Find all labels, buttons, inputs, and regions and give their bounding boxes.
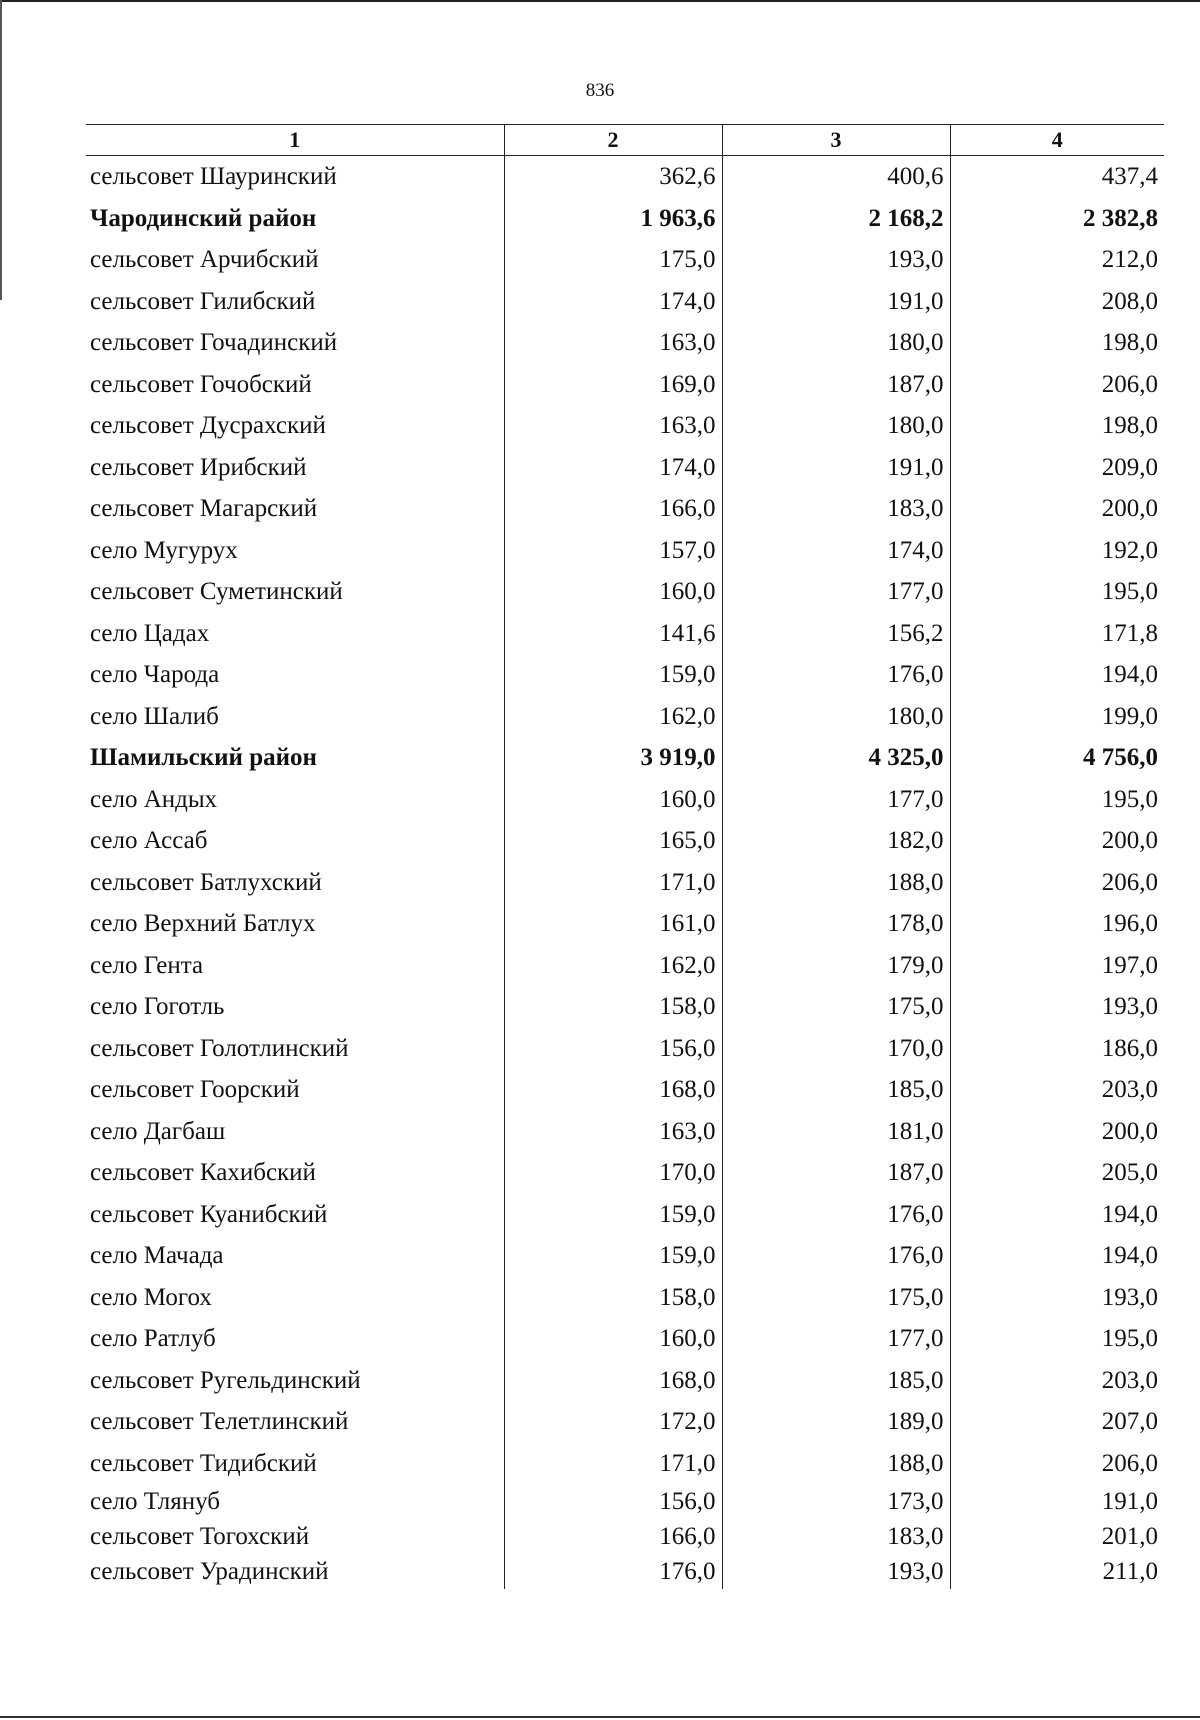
- row-name-cell: Чародинский район: [90, 204, 317, 232]
- row-name-cell: сельсовет Телетлинский: [90, 1408, 349, 1436]
- table-row: [86, 903, 1164, 945]
- data-table: [86, 124, 1164, 1589]
- table-body: [86, 156, 1164, 1590]
- row-value-col4: 198,0: [950, 405, 1164, 447]
- row-value-col2: 171,0: [504, 862, 722, 904]
- table-row: [86, 1277, 1164, 1319]
- row-name-cell: сельсовет Гоорский: [90, 1076, 300, 1104]
- row-name-cell: село Тлянуб: [90, 1488, 220, 1515]
- row-value-col2: 3 919,0: [504, 737, 722, 779]
- row-value-col3: 175,0: [722, 986, 950, 1028]
- row-name-cell: село Ассаб: [90, 827, 208, 855]
- row-value-col4: 208,0: [950, 281, 1164, 323]
- row-name-cell: сельсовет Батлухский: [90, 868, 322, 896]
- row-value-col3: 193,0: [722, 239, 950, 281]
- row-value-col2: 175,0: [504, 239, 722, 281]
- row-value-col2: 162,0: [504, 696, 722, 738]
- row-value-col4: 203,0: [950, 1360, 1164, 1402]
- row-value-col2: 141,6: [504, 613, 722, 655]
- table-row: [86, 322, 1164, 364]
- row-value-col3: 181,0: [722, 1111, 950, 1153]
- row-name-cell: село Дагбаш: [90, 1117, 226, 1145]
- row-value-col4: 197,0: [950, 945, 1164, 987]
- table-row: [86, 945, 1164, 987]
- row-value-col2: 165,0: [504, 820, 722, 862]
- row-value-col4: 203,0: [950, 1069, 1164, 1111]
- row-value-col2: 160,0: [504, 1318, 722, 1360]
- table-row: [86, 239, 1164, 281]
- row-value-col4: 211,0: [950, 1554, 1164, 1589]
- row-name-cell: село Андых: [90, 785, 218, 813]
- row-value-col3: 187,0: [722, 364, 950, 406]
- row-value-col3: 4 325,0: [722, 737, 950, 779]
- row-value-col3: 177,0: [722, 571, 950, 613]
- row-value-col3: 174,0: [722, 530, 950, 572]
- table-row: [86, 1554, 1164, 1589]
- row-name-cell: село Верхний Батлух: [90, 910, 316, 938]
- row-value-col3: 191,0: [722, 447, 950, 489]
- row-name-cell: село Мугурух: [90, 536, 238, 564]
- row-value-col2: 362,6: [504, 156, 722, 198]
- row-name-cell: сельсовет Гочобский: [90, 370, 312, 398]
- row-value-col3: 173,0: [722, 1484, 950, 1519]
- row-value-col4: 206,0: [950, 1443, 1164, 1485]
- row-value-col4: 193,0: [950, 1277, 1164, 1319]
- table-row: [86, 1194, 1164, 1236]
- row-value-col4: 191,0: [950, 1484, 1164, 1519]
- row-name-cell: сельсовет Тогохский: [90, 1523, 310, 1550]
- table-row: [86, 779, 1164, 821]
- row-value-col2: 168,0: [504, 1360, 722, 1402]
- row-value-col3: 180,0: [722, 322, 950, 364]
- row-value-col2: 172,0: [504, 1401, 722, 1443]
- row-name-cell: село Чарода: [90, 661, 220, 689]
- header-row: [86, 125, 1164, 156]
- row-value-col4: 4 756,0: [950, 737, 1164, 779]
- row-value-col3: 177,0: [722, 779, 950, 821]
- row-name-cell: сельсовет Голотлинский: [90, 1034, 349, 1062]
- row-value-col2: 174,0: [504, 447, 722, 489]
- row-name-cell: сельсовет Суметинский: [90, 578, 343, 606]
- row-value-col4: 195,0: [950, 1318, 1164, 1360]
- row-value-col3: 183,0: [722, 1519, 950, 1554]
- row-value-col4: 198,0: [950, 322, 1164, 364]
- row-value-col2: 1 963,6: [504, 198, 722, 240]
- row-value-col3: 188,0: [722, 1443, 950, 1485]
- row-value-col3: 180,0: [722, 696, 950, 738]
- district-row: [86, 737, 1164, 779]
- column-header-1: 1: [86, 125, 504, 156]
- column-header-3: 3: [722, 125, 950, 156]
- row-value-col2: 163,0: [504, 405, 722, 447]
- row-value-col3: 193,0: [722, 1554, 950, 1589]
- row-value-col2: 157,0: [504, 530, 722, 572]
- row-name-cell: сельсовет Кахибский: [90, 1159, 316, 1187]
- row-value-col3: 156,2: [722, 613, 950, 655]
- row-name-cell: сельсовет Дусрахский: [90, 412, 326, 440]
- row-value-col3: 182,0: [722, 820, 950, 862]
- row-value-col4: 206,0: [950, 862, 1164, 904]
- row-value-col3: 176,0: [722, 654, 950, 696]
- row-name-cell: сельсовет Шауринский: [90, 163, 337, 191]
- row-value-col2: 163,0: [504, 322, 722, 364]
- row-value-col4: 194,0: [950, 1194, 1164, 1236]
- row-value-col2: 158,0: [504, 1277, 722, 1319]
- column-header-4: 4: [950, 125, 1164, 156]
- row-value-col2: 171,0: [504, 1443, 722, 1485]
- row-value-col4: 171,8: [950, 613, 1164, 655]
- row-name-cell: Шамильский район: [90, 744, 317, 772]
- row-value-col2: 170,0: [504, 1152, 722, 1194]
- row-value-col3: 185,0: [722, 1069, 950, 1111]
- table-row: [86, 1360, 1164, 1402]
- row-name-cell: село Ратлуб: [90, 1325, 216, 1353]
- row-name-cell: сельсовет Ирибский: [90, 453, 307, 481]
- row-value-col3: 2 168,2: [722, 198, 950, 240]
- row-value-col2: 158,0: [504, 986, 722, 1028]
- column-header-2: 2: [504, 125, 722, 156]
- row-value-col4: 195,0: [950, 571, 1164, 613]
- row-value-col4: 201,0: [950, 1519, 1164, 1554]
- table-row: [86, 1484, 1164, 1519]
- table-row: [86, 1443, 1164, 1485]
- scan-edge-top: [0, 0, 1200, 2]
- table-row: [86, 405, 1164, 447]
- row-name-cell: село Гента: [90, 951, 204, 979]
- row-name-cell: село Цадах: [90, 619, 210, 647]
- row-name-cell: сельсовет Гочадинский: [90, 329, 338, 357]
- table-row: [86, 654, 1164, 696]
- row-value-col3: 180,0: [722, 405, 950, 447]
- row-name-cell: сельсовет Ругельдинский: [90, 1366, 361, 1394]
- row-name-cell: сельсовет Магарский: [90, 495, 318, 523]
- table-row: [86, 862, 1164, 904]
- table-row: [86, 364, 1164, 406]
- row-value-col4: 206,0: [950, 364, 1164, 406]
- scan-edge-bottom: [0, 1716, 1200, 1718]
- row-value-col3: 178,0: [722, 903, 950, 945]
- row-value-col2: 159,0: [504, 654, 722, 696]
- row-value-col2: 166,0: [504, 488, 722, 530]
- row-name-cell: сельсовет Гилибский: [90, 287, 316, 315]
- row-value-col3: 188,0: [722, 862, 950, 904]
- row-value-col3: 175,0: [722, 1277, 950, 1319]
- row-value-col3: 170,0: [722, 1028, 950, 1070]
- table-row: [86, 820, 1164, 862]
- row-value-col4: 196,0: [950, 903, 1164, 945]
- row-value-col3: 176,0: [722, 1194, 950, 1236]
- table-row: [86, 1235, 1164, 1277]
- table-row: [86, 530, 1164, 572]
- row-value-col2: 159,0: [504, 1194, 722, 1236]
- table-row: [86, 156, 1164, 198]
- table-row: [86, 447, 1164, 489]
- table-row: [86, 1028, 1164, 1070]
- row-value-col4: 212,0: [950, 239, 1164, 281]
- row-value-col2: 156,0: [504, 1028, 722, 1070]
- row-value-col2: 176,0: [504, 1554, 722, 1589]
- row-value-col2: 162,0: [504, 945, 722, 987]
- row-value-col4: 200,0: [950, 820, 1164, 862]
- row-name-cell: сельсовет Урадинский: [90, 1558, 329, 1585]
- row-value-col4: 200,0: [950, 488, 1164, 530]
- table-row: [86, 488, 1164, 530]
- row-name-cell: сельсовет Тидибский: [90, 1449, 317, 1477]
- table-row: [86, 1069, 1164, 1111]
- row-value-col3: 187,0: [722, 1152, 950, 1194]
- scan-edge-left: [0, 0, 2, 300]
- table-row: [86, 1152, 1164, 1194]
- row-value-col2: 169,0: [504, 364, 722, 406]
- row-value-col2: 161,0: [504, 903, 722, 945]
- row-value-col3: 189,0: [722, 1401, 950, 1443]
- table-row: [86, 613, 1164, 655]
- row-value-col2: 168,0: [504, 1069, 722, 1111]
- row-value-col2: 174,0: [504, 281, 722, 323]
- row-value-col2: 163,0: [504, 1111, 722, 1153]
- row-value-col2: 156,0: [504, 1484, 722, 1519]
- row-value-col4: 193,0: [950, 986, 1164, 1028]
- row-value-col4: 2 382,8: [950, 198, 1164, 240]
- row-value-col3: 183,0: [722, 488, 950, 530]
- row-name-cell: село Гоготль: [90, 993, 225, 1021]
- row-name-cell: село Могох: [90, 1283, 212, 1311]
- row-name-cell: сельсовет Куанибский: [90, 1200, 328, 1228]
- table-row: [86, 696, 1164, 738]
- row-value-col4: 186,0: [950, 1028, 1164, 1070]
- table-row: [86, 1401, 1164, 1443]
- row-value-col2: 160,0: [504, 571, 722, 613]
- row-value-col4: 199,0: [950, 696, 1164, 738]
- row-value-col4: 209,0: [950, 447, 1164, 489]
- table-row: [86, 986, 1164, 1028]
- table-row: [86, 1519, 1164, 1554]
- row-value-col3: 179,0: [722, 945, 950, 987]
- table-row: [86, 1111, 1164, 1153]
- row-value-col3: 176,0: [722, 1235, 950, 1277]
- row-name-cell: село Шалиб: [90, 702, 219, 730]
- row-value-col2: 159,0: [504, 1235, 722, 1277]
- row-value-col4: 194,0: [950, 1235, 1164, 1277]
- row-value-col2: 160,0: [504, 779, 722, 821]
- row-value-col4: 194,0: [950, 654, 1164, 696]
- row-value-col4: 437,4: [950, 156, 1164, 198]
- row-name-cell: село Мачада: [90, 1242, 224, 1270]
- row-value-col3: 400,6: [722, 156, 950, 198]
- table-row: [86, 1318, 1164, 1360]
- row-value-col3: 185,0: [722, 1360, 950, 1402]
- page-number: 836: [585, 80, 615, 101]
- row-value-col2: 166,0: [504, 1519, 722, 1554]
- table-row: [86, 571, 1164, 613]
- row-value-col4: 207,0: [950, 1401, 1164, 1443]
- district-row: [86, 198, 1164, 240]
- row-value-col4: 192,0: [950, 530, 1164, 572]
- row-value-col3: 177,0: [722, 1318, 950, 1360]
- row-name-cell: сельсовет Арчибский: [90, 246, 319, 274]
- row-value-col4: 200,0: [950, 1111, 1164, 1153]
- row-value-col4: 205,0: [950, 1152, 1164, 1194]
- table-row: [86, 281, 1164, 323]
- row-value-col3: 191,0: [722, 281, 950, 323]
- row-value-col4: 195,0: [950, 779, 1164, 821]
